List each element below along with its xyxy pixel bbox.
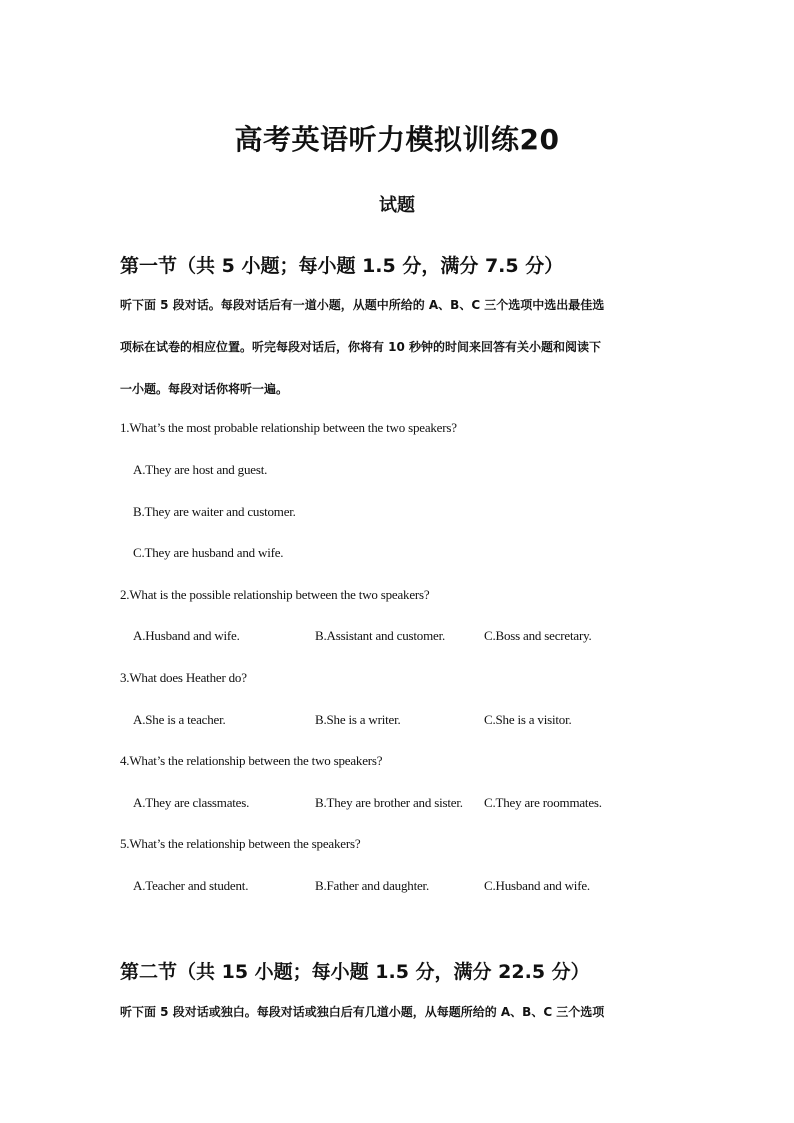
question-2-option-c: C.Boss and secretary. (484, 628, 592, 643)
question-5-option-c: C.Husband and wife. (484, 878, 590, 893)
question-5-option-b: B.Father and daughter. (315, 878, 430, 893)
question-4-stem: 4.What’s the relationship between the two speakers? (120, 753, 383, 768)
section1-instruction-line-1: 听下面 5 段对话。每段对话后有一道小题，从题中所给的 A、B、C 三个选项中选出最佳选 (120, 298, 605, 312)
question-3-stem: 3.What does Heather do? (120, 670, 247, 685)
section1-instruction-line-3: 一小题。每段对话你将听一遍。 (120, 382, 289, 396)
section2-heading: 第二节（共 15 小题；每小题 1.5 分，满分 22.5 分） (120, 961, 590, 983)
question-4-option-b: B.They are brother and sister. (315, 795, 463, 810)
question-5-stem: 5.What’s the relationship between the speakers? (120, 836, 361, 851)
question-1-option-c: C.They are husband and wife. (133, 545, 284, 560)
question-5-option-a: A.Teacher and student. (133, 878, 249, 893)
question-1-option-b: B.They are waiter and customer. (133, 504, 296, 519)
question-4-option-c: C.They are roommates. (484, 795, 602, 810)
question-2-option-a: A.Husband and wife. (133, 628, 240, 643)
question-2-stem: 2.What is the possible relationship between the two speakers? (120, 587, 430, 602)
question-3-option-a: A.She is a teacher. (133, 712, 226, 727)
document-subtitle: 试题 (379, 195, 415, 216)
section1-instruction-line-2: 项标在试卷的相应位置。听完每段对话后，你将有 10 秒钟的时间来回答有关小题和阅读下 (120, 340, 602, 354)
question-2-option-b: B.Assistant and customer. (315, 628, 446, 643)
section1-heading: 第一节（共 5 小题；每小题 1.5 分，满分 7.5 分） (120, 255, 564, 277)
question-3-option-c: C.She is a visitor. (484, 712, 572, 727)
document-title: 高考英语听力模拟训练20 (234, 123, 560, 156)
question-1-option-a: A.They are host and guest. (133, 462, 268, 477)
section2-instruction-line-1: 听下面 5 段对话或独白。每段对话或独白后有几道小题，从每题所给的 A、B、C 三个选项 (120, 1005, 605, 1019)
question-1-stem: 1.What’s the most probable relationship between the two speakers? (120, 420, 457, 435)
question-4-option-a: A.They are classmates. (133, 795, 250, 810)
question-3-option-b: B.She is a writer. (315, 712, 401, 727)
